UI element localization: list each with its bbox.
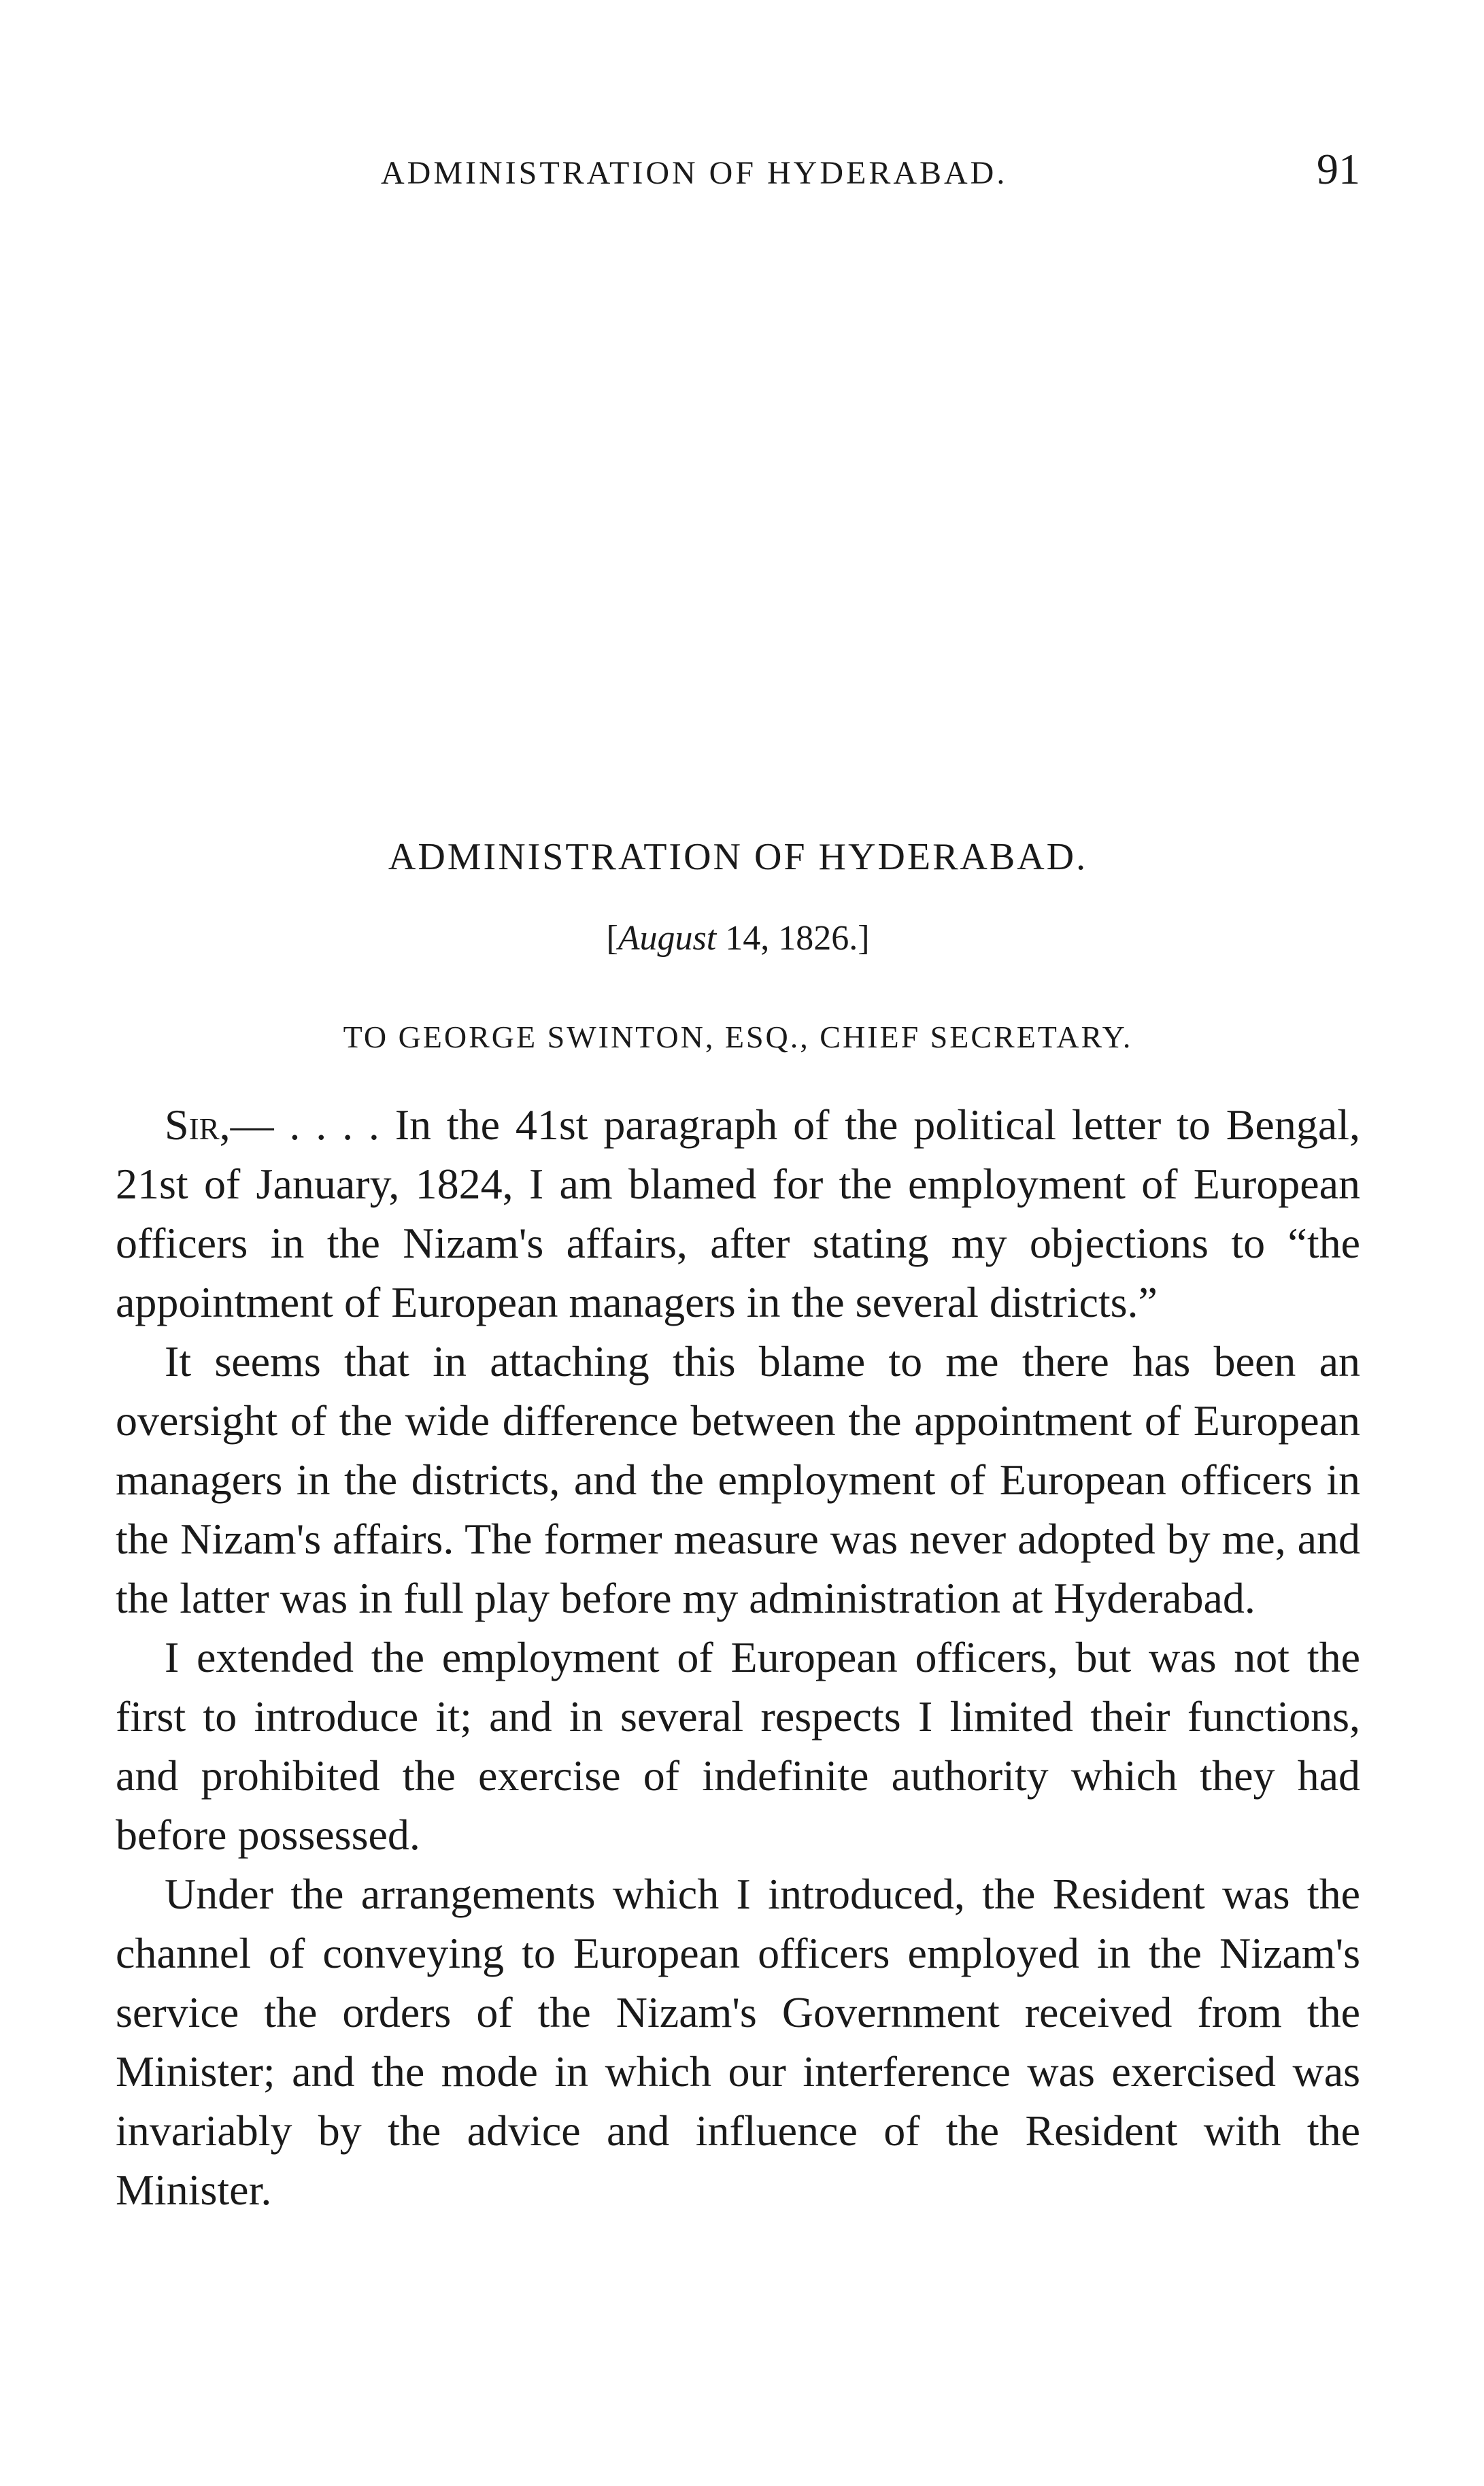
paragraph-4: Under the arrangements which I introduced, the Resident was the channel of conveying to European officers employed in the Nizam's service the orders of the Nizam's Government received from the Minister; and the mode in which our interference was exercised was invariably by the advice and influence of the Resident with the Minister. bbox=[116, 1870, 1360, 2214]
paragraph-3: I extended the employment of European officers, but was not the first to introduce it; and in several respects I limited their functions, and prohibited the exercise of indefinite authority which they had before possessed. bbox=[116, 1633, 1360, 1859]
dateline bbox=[116, 908, 1360, 969]
paragraph-1 bbox=[116, 1095, 1360, 1332]
chapter-title: ADMINISTRATION OF HYDERABAD. bbox=[388, 836, 1088, 878]
running-head-title: ADMINISTRATION OF HYDERABAD. bbox=[381, 155, 1008, 191]
dateline-month: August bbox=[618, 919, 717, 958]
running-head bbox=[116, 146, 1360, 201]
salutation: Sir,— bbox=[165, 1101, 274, 1149]
dateline-open-bracket: [ bbox=[606, 919, 618, 958]
page-number: 91 bbox=[1317, 145, 1360, 193]
addressee-line: TO GEORGE SWINTON, ESQ., CHIEF SECRETARY. bbox=[343, 1020, 1133, 1054]
paragraph-1-text: . . . . In the 41st paragraph of the political letter to Bengal, 21st of January, 1824, I am blamed for the employment of European officers in the Nizam's affairs, after stating my objections to “the appointment of European managers in the several districts.” bbox=[116, 1101, 1360, 1326]
letter-body bbox=[116, 1095, 1360, 2219]
paragraph-2: It seems that in attaching this blame to me there has been an oversight of the wide difference between the appointment of European managers in the districts, and the employment of European officers in the Nizam's affairs. The former measure was never adopted by me, and the latter was in full play before my administration at Hyderabad. bbox=[116, 1337, 1360, 1622]
dateline-rest: 14, 1826.] bbox=[716, 919, 870, 958]
